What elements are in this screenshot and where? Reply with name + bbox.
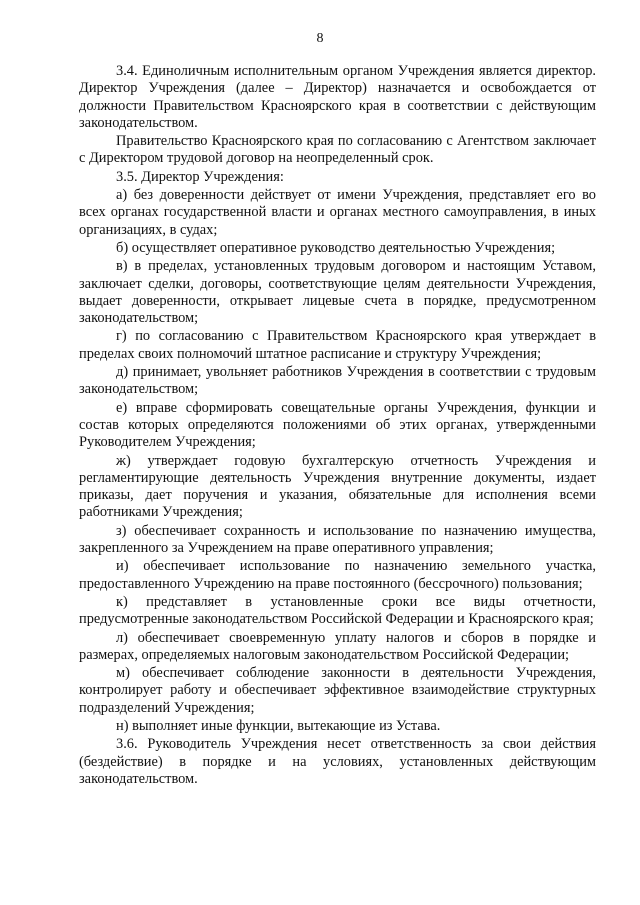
page-number: 8	[316, 31, 324, 46]
paragraph-item-m: м) обеспечивает соблюдение законности в деятельности Учреждения, контролирует работу и обеспечивает эффективное взаимодействие структурных подразделений Учреждения;	[79, 665, 596, 716]
paragraph-3-4: 3.4. Единоличным исполнительным органом Учреждения является директор. Директор Учреждения (далее – Директор) назначается и освобождается от должности Правительством Красноярского края в соответствии с действующим законодательством.	[79, 63, 596, 131]
paragraph-contract: Правительство Красноярского края по согласованию с Агентством заключает с Директором трудовой договор на неопределенный срок.	[79, 133, 596, 167]
paragraph-item-g: г) по согласованию с Правительством Красноярского края утверждает в пределах своих полномочий штатное расписание и структуру Учреждения;	[79, 328, 596, 362]
paragraph-item-zh: ж) утверждает годовую бухгалтерскую отчетность Учреждения и регламентирующие деятельность Учреждения внутренние документы, издает приказы, дает поручения и указания, обязательные для исполнения всеми работниками Учреждения;	[79, 452, 596, 521]
paragraph-item-k: к) представляет в установленные сроки все виды отчетности, предусмотренные законодательством Российской Федерации и Красноярского края;	[79, 593, 596, 628]
paragraph-item-z: з) обеспечивает сохранность и использование по назначению имущества, закрепленного за Учреждением на праве оперативного управления;	[79, 522, 596, 557]
paragraph-3-6: 3.6. Руководитель Учреждения несет ответственность за свои действия (бездействие) в порядке и на условиях, установленных действующим законодательством.	[79, 736, 596, 787]
paragraph-item-b: б) осуществляет оперативное руководство деятельностью Учреждения;	[116, 239, 556, 256]
paragraph-3-5: 3.5. Директор Учреждения:	[116, 168, 284, 185]
paragraph-item-l: л) обеспечивает своевременную уплату налогов и сборов в порядке и размерах, определяемых налоговым законодательством Российской Федерации;	[79, 629, 596, 663]
document-body	[79, 63, 596, 788]
paragraph-item-n: н) выполняет иные функции, вытекающие из Устава.	[116, 717, 441, 734]
paragraph-item-d: д) принимает, увольняет работников Учреждения в соответствии с трудовым законодательством;	[79, 364, 596, 398]
paragraph-item-i: и) обеспечивает использование по назначению земельного участка, предоставленного Учреждению на праве постоянного (бессрочного) пользования;	[79, 558, 596, 592]
paragraph-item-e: е) вправе сформировать совещательные органы Учреждения, функции и состав которых определяются положениями об этих органах, утвержденными Руководителем Учреждения;	[79, 399, 596, 451]
paragraph-item-a: а) без доверенности действует от имени Учреждения, представляет его во всех органах государственной власти и органах местного самоуправления, в иных организациях, в судах;	[79, 187, 596, 238]
paragraph-item-v: в) в пределах, установленных трудовым договором и настоящим Уставом, заключает сделки, договоры, соответствующие целям деятельности Учреждения, выдает доверенности, открывает лицевые счета в порядке, предусмотренном законодательством;	[79, 258, 596, 327]
